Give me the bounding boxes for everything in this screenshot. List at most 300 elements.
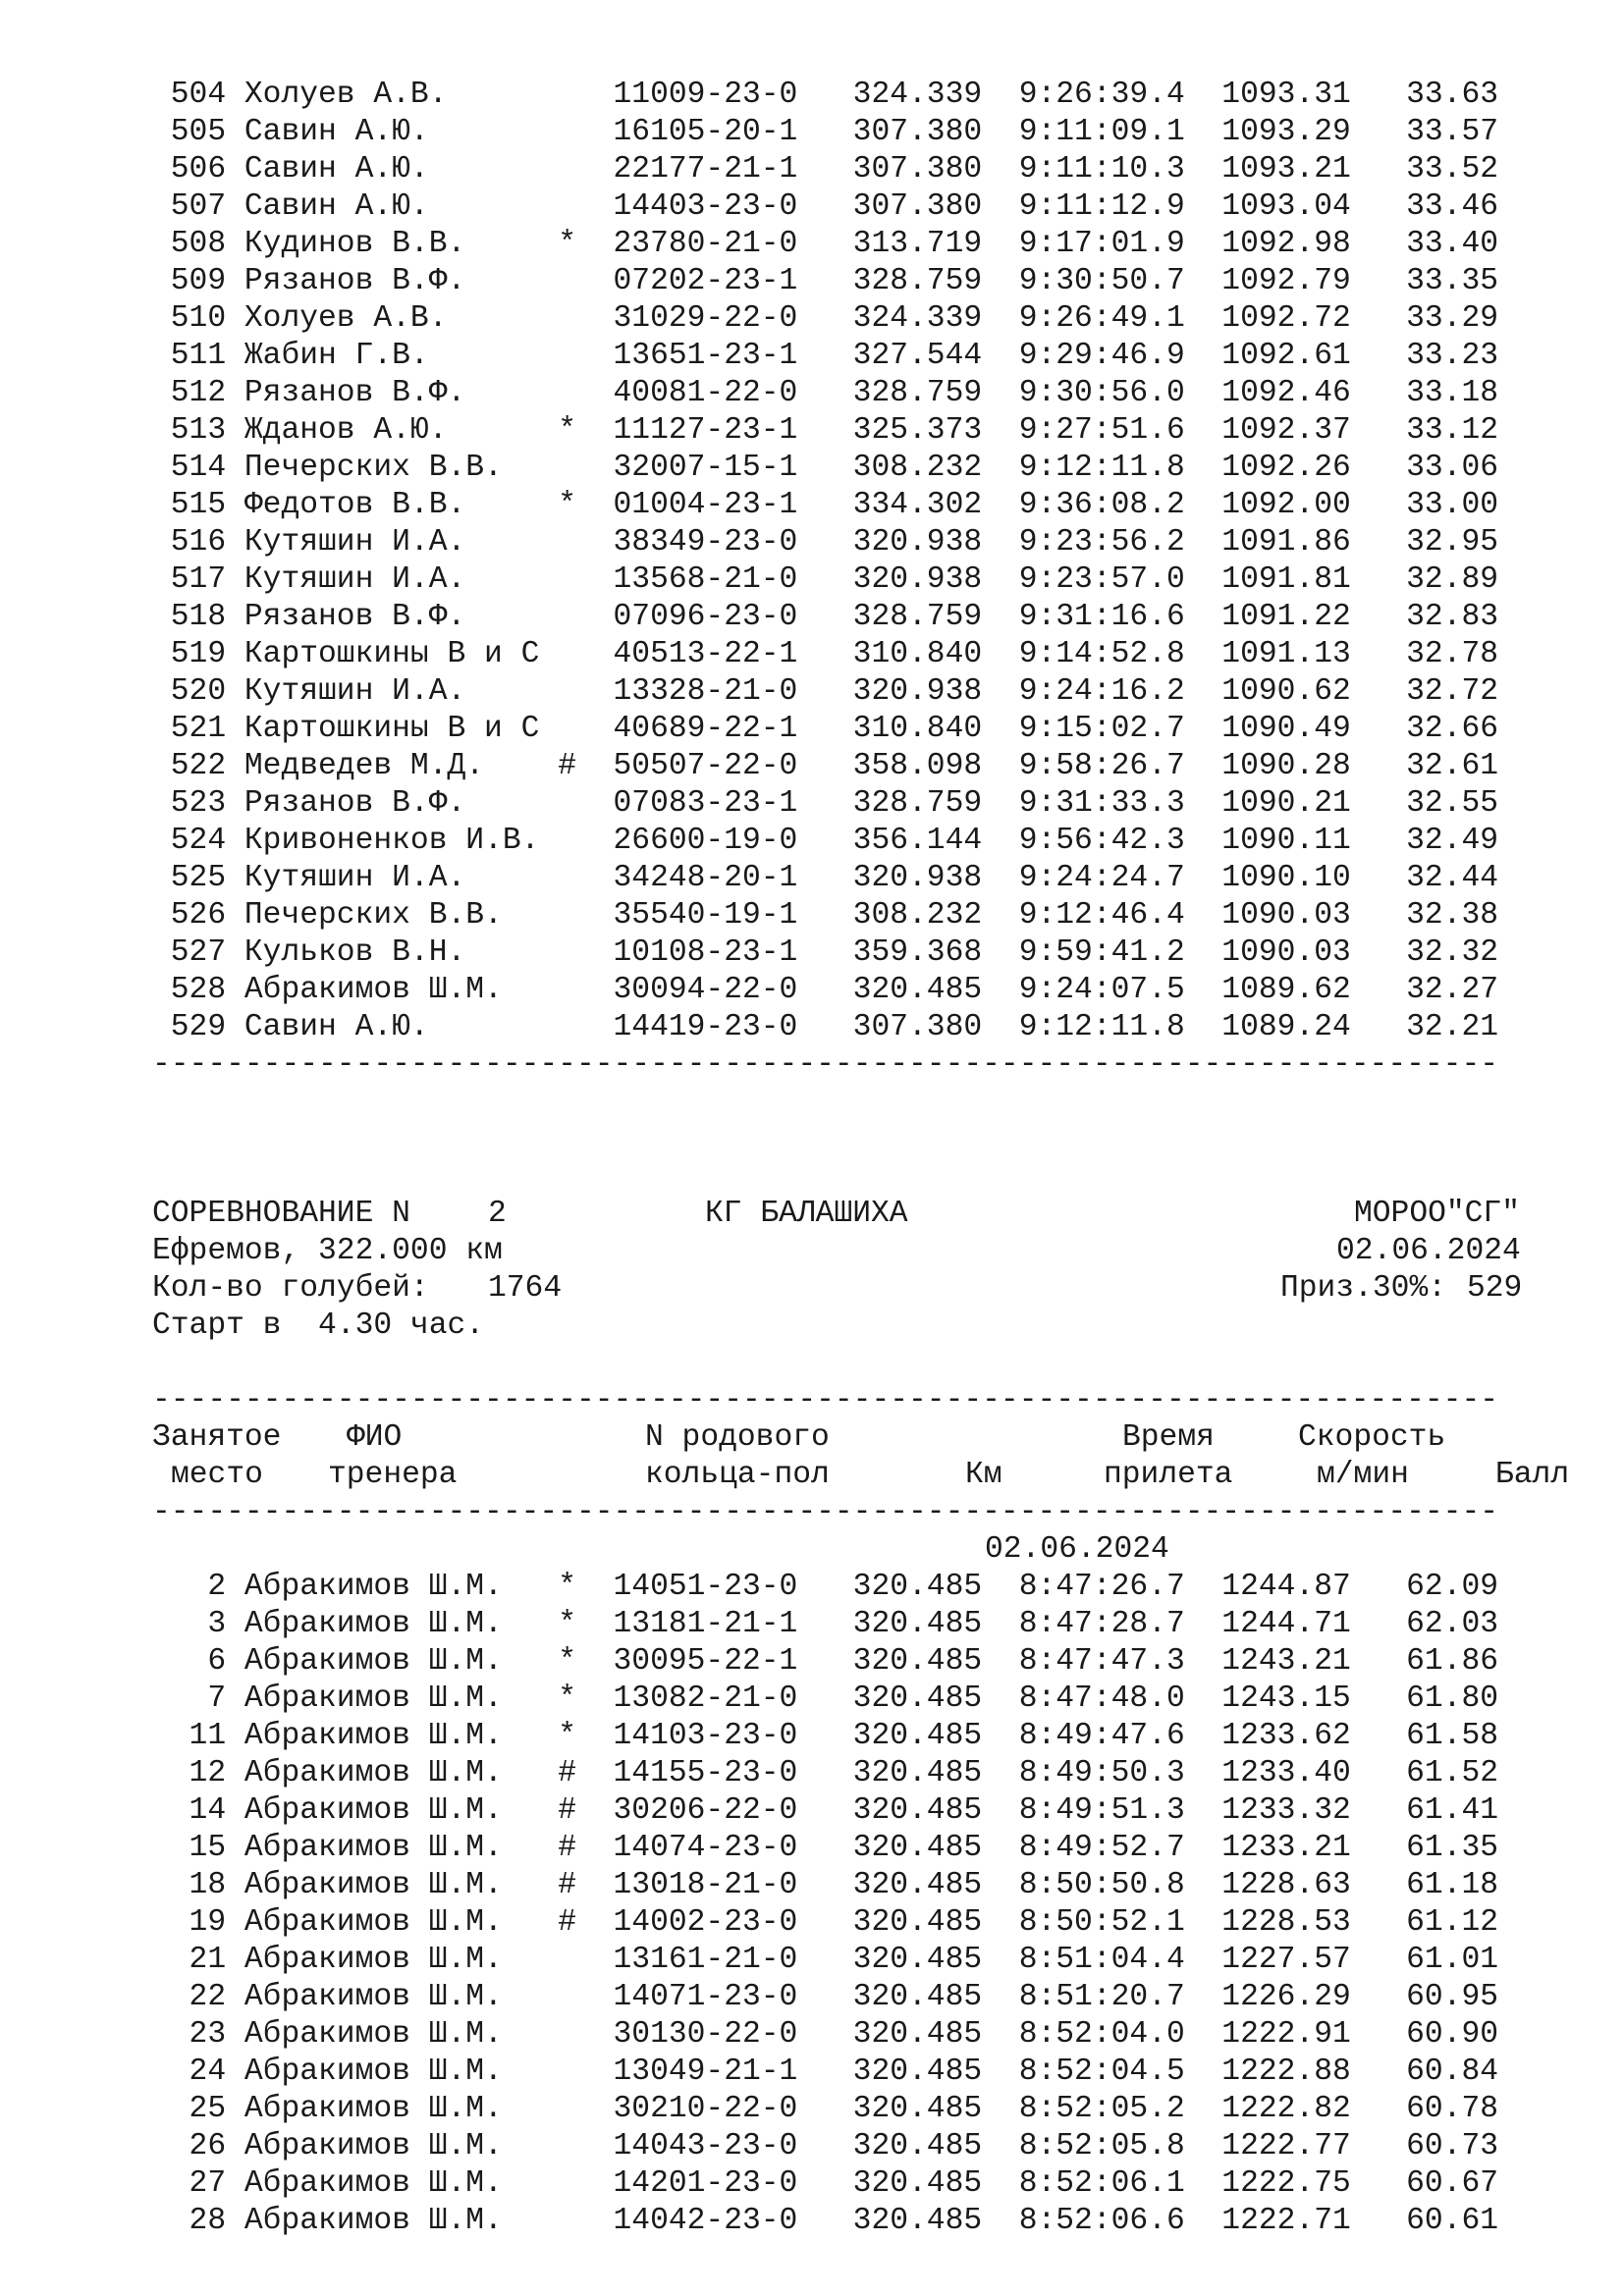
row-points: 60.78 <box>1350 2092 1499 2126</box>
table-row <box>152 673 1498 711</box>
row-place: 19 <box>152 1905 227 1940</box>
row-points: 32.66 <box>1350 712 1499 746</box>
row-speed: 1244.71 <box>1203 1607 1351 1641</box>
row-speed: 1233.62 <box>1203 1719 1351 1753</box>
row-mark: # <box>558 1905 576 1940</box>
row-km: 328.759 <box>834 264 983 298</box>
row-ring: 40081-22-0 <box>613 376 798 410</box>
row-mark <box>558 2055 576 2089</box>
row-km: 320.485 <box>834 2017 983 2052</box>
row-place: 516 <box>152 525 227 560</box>
row-trainer-name: Рязанов В.Ф. <box>244 264 559 298</box>
table-row <box>152 1904 1498 1942</box>
row-ring: 16105-20-1 <box>613 115 798 149</box>
row-mark <box>558 189 576 224</box>
row-trainer-name: Абракимов Ш.М. <box>244 1756 559 1790</box>
row-trainer-name: Абракимов Ш.М. <box>244 1868 559 1902</box>
col-ring-header: N родового <box>645 1420 830 1455</box>
row-trainer-name: Кутяшин И.А. <box>244 562 559 597</box>
row-arrival-time: 8:52:04.0 <box>1018 2017 1204 2052</box>
row-place: 519 <box>152 637 227 671</box>
row-place: 506 <box>152 152 227 187</box>
row-mark <box>558 824 576 858</box>
row-speed: 1090.11 <box>1203 824 1351 858</box>
row-ring: 30130-22-0 <box>613 2017 798 2052</box>
row-mark: # <box>558 1756 576 1790</box>
separator-line: ------------------------------------------------------------------------- <box>152 1495 1499 1529</box>
row-arrival-time: 9:30:50.7 <box>1018 264 1204 298</box>
row-arrival-time: 9:23:57.0 <box>1018 562 1204 597</box>
col-km-header: Км <box>965 1458 1002 1492</box>
row-mark <box>558 264 576 298</box>
row-points: 61.52 <box>1350 1756 1499 1790</box>
row-trainer-name: Федотов В.В. <box>244 488 559 522</box>
row-arrival-time: 9:31:16.6 <box>1018 600 1204 634</box>
row-arrival-time: 9:24:07.5 <box>1018 973 1204 1007</box>
row-speed: 1233.32 <box>1203 1793 1351 1828</box>
row-km: 324.339 <box>834 78 983 112</box>
row-arrival-time: 9:23:56.2 <box>1018 525 1204 560</box>
row-speed: 1090.10 <box>1203 861 1351 895</box>
row-mark <box>558 1943 576 1977</box>
row-place: 521 <box>152 712 227 746</box>
row-place: 525 <box>152 861 227 895</box>
row-mark <box>558 674 576 709</box>
row-points: 60.73 <box>1350 2129 1499 2163</box>
row-mark <box>558 301 576 336</box>
row-trainer-name: Абракимов Ш.М. <box>244 2055 559 2089</box>
date-group-row <box>152 1531 1498 1569</box>
row-arrival-time: 9:12:11.8 <box>1018 1010 1204 1044</box>
row-arrival-time: 8:51:04.4 <box>1018 1943 1204 1977</box>
row-points: 60.84 <box>1350 2055 1499 2089</box>
row-km: 325.373 <box>834 413 983 448</box>
row-ring: 07202-23-1 <box>613 264 798 298</box>
row-arrival-time: 9:14:52.8 <box>1018 637 1204 671</box>
competition-number: 2 <box>488 1197 507 1231</box>
row-points: 32.21 <box>1350 1010 1499 1044</box>
row-points: 61.58 <box>1350 1719 1499 1753</box>
row-place: 529 <box>152 1010 227 1044</box>
prize-count: 529 <box>1467 1271 1523 1306</box>
row-km: 320.485 <box>834 1905 983 1940</box>
row-arrival-time: 8:49:52.7 <box>1018 1831 1204 1865</box>
row-speed: 1222.88 <box>1203 2055 1351 2089</box>
row-points: 33.46 <box>1350 189 1499 224</box>
row-speed: 1092.26 <box>1203 451 1351 485</box>
table-row <box>152 2165 1498 2203</box>
row-km: 320.485 <box>834 1644 983 1679</box>
row-speed: 1092.00 <box>1203 488 1351 522</box>
row-ring: 50507-22-0 <box>613 749 798 783</box>
row-trainer-name: Кутяшин И.А. <box>244 861 559 895</box>
row-speed: 1222.75 <box>1203 2166 1351 2201</box>
row-place: 528 <box>152 973 227 1007</box>
row-mark <box>558 935 576 970</box>
results-page <box>152 77 1570 2240</box>
row-speed: 1222.91 <box>1203 2017 1351 2052</box>
row-points: 33.57 <box>1350 115 1499 149</box>
row-points: 60.67 <box>1350 2166 1499 2201</box>
row-ring: 01004-23-1 <box>613 488 798 522</box>
row-points: 33.52 <box>1350 152 1499 187</box>
column-header-row-1 <box>152 1419 1498 1457</box>
row-points: 32.78 <box>1350 637 1499 671</box>
row-trainer-name: Абракимов Ш.М. <box>244 1607 559 1641</box>
row-mark: # <box>558 1868 576 1902</box>
row-km: 320.485 <box>834 1831 983 1865</box>
row-place: 22 <box>152 1980 227 2014</box>
row-speed: 1228.63 <box>1203 1868 1351 1902</box>
row-km: 320.485 <box>834 1719 983 1753</box>
row-ring: 07083-23-1 <box>613 786 798 821</box>
table-row <box>152 226 1498 263</box>
row-speed: 1222.77 <box>1203 2129 1351 2163</box>
row-mark <box>558 637 576 671</box>
row-speed: 1091.81 <box>1203 562 1351 597</box>
table-row <box>152 636 1498 673</box>
row-km: 320.938 <box>834 525 983 560</box>
row-mark <box>558 2204 576 2238</box>
row-speed: 1090.03 <box>1203 935 1351 970</box>
row-arrival-time: 8:49:47.6 <box>1018 1719 1204 1753</box>
table-row <box>152 860 1498 897</box>
row-trainer-name: Абракимов Ш.М. <box>244 1719 559 1753</box>
row-ring: 14043-23-0 <box>613 2129 798 2163</box>
row-arrival-time: 9:36:08.2 <box>1018 488 1204 522</box>
row-ring: 11127-23-1 <box>613 413 798 448</box>
row-arrival-time: 8:50:50.8 <box>1018 1868 1204 1902</box>
date-group-label: 02.06.2024 <box>985 1532 1169 1567</box>
row-trainer-name: Абракимов Ш.М. <box>244 1831 559 1865</box>
row-km: 320.485 <box>834 1756 983 1790</box>
row-speed: 1092.72 <box>1203 301 1351 336</box>
row-arrival-time: 9:26:39.4 <box>1018 78 1204 112</box>
row-mark <box>558 525 576 560</box>
header-line-2 <box>152 1233 1521 1270</box>
row-ring: 13328-21-0 <box>613 674 798 709</box>
table-row <box>152 1830 1498 1867</box>
row-km: 320.485 <box>834 2129 983 2163</box>
row-ring: 13651-23-1 <box>613 339 798 373</box>
row-trainer-name: Печерских В.В. <box>244 898 559 933</box>
row-ring: 26600-19-0 <box>613 824 798 858</box>
row-km: 320.485 <box>834 1607 983 1641</box>
row-place: 21 <box>152 1943 227 1977</box>
row-km: 320.485 <box>834 1980 983 2014</box>
table-row <box>152 1867 1498 1904</box>
row-points: 32.49 <box>1350 824 1499 858</box>
row-trainer-name: Абракимов Ш.М. <box>244 1793 559 1828</box>
row-mark <box>558 898 576 933</box>
row-speed: 1092.61 <box>1203 339 1351 373</box>
row-arrival-time: 8:52:04.5 <box>1018 2055 1204 2089</box>
row-arrival-time: 8:49:51.3 <box>1018 1793 1204 1828</box>
row-mark <box>558 786 576 821</box>
table-row <box>152 2091 1498 2128</box>
results-table-bottom <box>152 1569 1498 2240</box>
row-points: 32.61 <box>1350 749 1499 783</box>
row-place: 27 <box>152 2166 227 2201</box>
row-km: 334.302 <box>834 488 983 522</box>
row-trainer-name: Абракимов Ш.М. <box>244 1980 559 2014</box>
row-km: 310.840 <box>834 637 983 671</box>
row-speed: 1091.86 <box>1203 525 1351 560</box>
row-ring: 30094-22-0 <box>613 973 798 1007</box>
row-ring: 11009-23-0 <box>613 78 798 112</box>
row-trainer-name: Рязанов В.Ф. <box>244 786 559 821</box>
row-arrival-time: 9:24:16.2 <box>1018 674 1204 709</box>
row-ring: 32007-15-1 <box>613 451 798 485</box>
row-place: 522 <box>152 749 227 783</box>
row-speed: 1233.21 <box>1203 1831 1351 1865</box>
row-points: 32.44 <box>1350 861 1499 895</box>
row-points: 32.89 <box>1350 562 1499 597</box>
row-place: 523 <box>152 786 227 821</box>
row-speed: 1089.62 <box>1203 973 1351 1007</box>
row-ring: 14403-23-0 <box>613 189 798 224</box>
row-mark <box>558 78 576 112</box>
row-points: 32.32 <box>1350 935 1499 970</box>
row-ring: 30210-22-0 <box>613 2092 798 2126</box>
row-arrival-time: 9:58:26.7 <box>1018 749 1204 783</box>
row-arrival-time: 9:30:56.0 <box>1018 376 1204 410</box>
row-place: 11 <box>152 1719 227 1753</box>
row-points: 61.35 <box>1350 1831 1499 1865</box>
row-trainer-name: Картошкины В и С <box>244 637 559 671</box>
col-points-header: Балл <box>1495 1458 1570 1492</box>
row-km: 320.485 <box>834 1793 983 1828</box>
row-trainer-name: Абракимов Ш.М. <box>244 1644 559 1679</box>
row-place: 25 <box>152 2092 227 2126</box>
row-speed: 1243.15 <box>1203 1682 1351 1716</box>
table-row <box>152 711 1498 748</box>
row-ring: 22177-21-1 <box>613 152 798 187</box>
row-trainer-name: Абракимов Ш.М. <box>244 1905 559 1940</box>
table-row <box>152 599 1498 636</box>
row-speed: 1243.21 <box>1203 1644 1351 1679</box>
table-row <box>152 785 1498 823</box>
spacer <box>152 1084 1498 1196</box>
row-mark: * <box>558 1644 576 1679</box>
row-ring: 10108-23-1 <box>613 935 798 970</box>
row-speed: 1093.29 <box>1203 115 1351 149</box>
row-arrival-time: 8:52:06.6 <box>1018 2204 1204 2238</box>
row-points: 60.90 <box>1350 2017 1499 2052</box>
col-place-header: Занятое <box>152 1420 282 1455</box>
row-points: 62.03 <box>1350 1607 1499 1641</box>
row-km: 328.759 <box>834 376 983 410</box>
row-place: 507 <box>152 189 227 224</box>
row-speed: 1092.46 <box>1203 376 1351 410</box>
row-place: 3 <box>152 1607 227 1641</box>
row-ring: 13049-21-1 <box>613 2055 798 2089</box>
table-row <box>152 897 1498 934</box>
row-arrival-time: 8:52:05.8 <box>1018 2129 1204 2163</box>
row-mark <box>558 600 576 634</box>
row-speed: 1222.82 <box>1203 2092 1351 2126</box>
row-arrival-time: 9:56:42.3 <box>1018 824 1204 858</box>
table-row <box>152 823 1498 860</box>
row-speed: 1089.24 <box>1203 1010 1351 1044</box>
table-row <box>152 561 1498 599</box>
col-name-header-2: тренера <box>328 1458 458 1492</box>
row-trainer-name: Жабин Г.В. <box>244 339 559 373</box>
row-arrival-time: 9:11:12.9 <box>1018 189 1204 224</box>
row-km: 307.380 <box>834 189 983 224</box>
row-speed: 1090.49 <box>1203 712 1351 746</box>
row-arrival-time: 8:52:05.2 <box>1018 2092 1204 2126</box>
row-mark <box>558 115 576 149</box>
row-speed: 1090.21 <box>1203 786 1351 821</box>
row-speed: 1228.53 <box>1203 1905 1351 1940</box>
table-row <box>152 2054 1498 2091</box>
table-row <box>152 1569 1498 1606</box>
row-trainer-name: Жданов А.Ю. <box>244 413 559 448</box>
row-place: 508 <box>152 227 227 261</box>
table-row <box>152 338 1498 375</box>
pigeons-label: Кол-во голубей: <box>152 1271 429 1306</box>
row-trainer-name: Абракимов Ш.М. <box>244 973 559 1007</box>
col-time-header-2: прилета <box>1104 1458 1233 1492</box>
row-speed: 1244.87 <box>1203 1570 1351 1604</box>
row-points: 33.23 <box>1350 339 1499 373</box>
row-speed: 1093.31 <box>1203 78 1351 112</box>
row-km: 320.485 <box>834 973 983 1007</box>
release-location: Ефремов, 322.000 км <box>152 1234 503 1268</box>
table-row <box>152 77 1498 114</box>
row-arrival-time: 8:47:28.7 <box>1018 1607 1204 1641</box>
row-trainer-name: Холуев А.В. <box>244 78 559 112</box>
row-mark <box>558 1980 576 2014</box>
row-place: 26 <box>152 2129 227 2163</box>
row-km: 320.485 <box>834 2204 983 2238</box>
row-speed: 1092.98 <box>1203 227 1351 261</box>
row-km: 313.719 <box>834 227 983 261</box>
separator-line: ------------------------------------------------------------------------- <box>152 1047 1499 1082</box>
row-place: 524 <box>152 824 227 858</box>
row-speed: 1226.29 <box>1203 1980 1351 2014</box>
row-points: 60.95 <box>1350 1980 1499 2014</box>
prize-label: Приз.30%: <box>1280 1271 1447 1306</box>
row-mark <box>558 973 576 1007</box>
row-trainer-name: Абракимов Ш.М. <box>244 2129 559 2163</box>
table-row <box>152 1606 1498 1643</box>
column-header-row-2 <box>152 1457 1570 1494</box>
row-speed: 1093.21 <box>1203 152 1351 187</box>
row-mark: * <box>558 488 576 522</box>
table-row <box>152 1009 1498 1046</box>
row-arrival-time: 9:12:46.4 <box>1018 898 1204 933</box>
row-speed: 1091.13 <box>1203 637 1351 671</box>
row-points: 33.35 <box>1350 264 1499 298</box>
col-place-header-2: место <box>171 1458 263 1492</box>
row-speed: 1233.40 <box>1203 1756 1351 1790</box>
table-row <box>152 748 1498 785</box>
row-km: 358.098 <box>834 749 983 783</box>
table-row <box>152 2016 1498 2054</box>
table-row <box>152 1643 1498 1681</box>
row-km: 310.840 <box>834 712 983 746</box>
row-points: 32.83 <box>1350 600 1499 634</box>
table-row <box>152 1681 1498 1718</box>
row-place: 15 <box>152 1831 227 1865</box>
table-row <box>152 263 1498 300</box>
row-place: 505 <box>152 115 227 149</box>
header-line-4 <box>152 1308 1498 1345</box>
col-name-header: ФИО <box>347 1420 403 1455</box>
row-mark: * <box>558 1570 576 1604</box>
row-mark <box>558 861 576 895</box>
col-speed-header-2: м/мин <box>1317 1458 1409 1492</box>
row-ring: 40689-22-1 <box>613 712 798 746</box>
row-trainer-name: Савин А.Ю. <box>244 1010 559 1044</box>
row-place: 512 <box>152 376 227 410</box>
row-points: 61.01 <box>1350 1943 1499 1977</box>
row-km: 320.485 <box>834 2092 983 2126</box>
row-trainer-name: Кутяшин И.А. <box>244 674 559 709</box>
row-trainer-name: Абракимов Ш.М. <box>244 2204 559 2238</box>
row-trainer-name: Абракимов Ш.М. <box>244 2166 559 2201</box>
row-trainer-name: Медведев М.Д. <box>244 749 559 783</box>
row-mark <box>558 2017 576 2052</box>
row-ring: 14103-23-0 <box>613 1719 798 1753</box>
row-trainer-name: Савин А.Ю. <box>244 189 559 224</box>
row-km: 320.938 <box>834 562 983 597</box>
row-ring: 13082-21-0 <box>613 1682 798 1716</box>
row-points: 32.95 <box>1350 525 1499 560</box>
row-km: 307.380 <box>834 152 983 187</box>
row-arrival-time: 8:47:26.7 <box>1018 1570 1204 1604</box>
row-arrival-time: 9:17:01.9 <box>1018 227 1204 261</box>
row-km: 308.232 <box>834 451 983 485</box>
table-row <box>152 114 1498 151</box>
row-speed: 1090.62 <box>1203 674 1351 709</box>
row-arrival-time: 8:47:48.0 <box>1018 1682 1204 1716</box>
row-trainer-name: Кульков В.Н. <box>244 935 559 970</box>
row-km: 308.232 <box>834 898 983 933</box>
table-row <box>152 1755 1498 1792</box>
separator-line: ------------------------------------------------------------------------- <box>152 1383 1499 1417</box>
table-row <box>152 1718 1498 1755</box>
row-arrival-time: 9:24:24.7 <box>1018 861 1204 895</box>
row-ring: 23780-21-0 <box>613 227 798 261</box>
row-ring: 14419-23-0 <box>613 1010 798 1044</box>
row-points: 62.09 <box>1350 1570 1499 1604</box>
row-place: 517 <box>152 562 227 597</box>
row-speed: 1222.71 <box>1203 2204 1351 2238</box>
row-points: 61.12 <box>1350 1905 1499 1940</box>
row-trainer-name: Абракимов Ш.М. <box>244 1682 559 1716</box>
row-km: 307.380 <box>834 1010 983 1044</box>
row-mark: # <box>558 1793 576 1828</box>
row-ring: 13018-21-0 <box>613 1868 798 1902</box>
row-arrival-time: 8:52:06.1 <box>1018 2166 1204 2201</box>
row-mark <box>558 562 576 597</box>
table-row <box>152 450 1498 487</box>
row-ring: 14071-23-0 <box>613 1980 798 2014</box>
row-place: 526 <box>152 898 227 933</box>
row-km: 320.485 <box>834 2166 983 2201</box>
row-km: 359.368 <box>834 935 983 970</box>
col-time-header: Время <box>1122 1420 1215 1455</box>
row-place: 14 <box>152 1793 227 1828</box>
row-trainer-name: Абракимов Ш.М. <box>244 2017 559 2052</box>
table-row <box>152 188 1498 226</box>
row-points: 61.18 <box>1350 1868 1499 1902</box>
row-arrival-time: 9:31:33.3 <box>1018 786 1204 821</box>
row-trainer-name: Абракимов Ш.М. <box>244 1943 559 1977</box>
